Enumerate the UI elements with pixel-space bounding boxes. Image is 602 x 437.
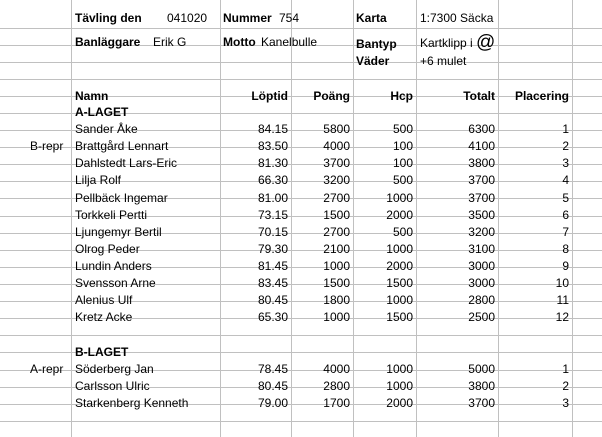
cell-placering[interactable]: 4	[562, 173, 569, 187]
cell-name[interactable]: Torkkeli Pertti	[75, 208, 148, 222]
cell-name[interactable]: Lilja Rolf	[75, 173, 122, 187]
cell-loptid[interactable]: 83.50	[257, 139, 288, 153]
cell-totalt[interactable]: 3500	[468, 208, 495, 222]
grid-line	[0, 421, 602, 422]
tavling-label: Tävling den	[75, 11, 142, 25]
column-header-namn: Namn	[75, 89, 109, 103]
cell-name[interactable]: Dahlstedt Lars-Eric	[75, 156, 178, 170]
cell-poang[interactable]: 3700	[323, 156, 350, 170]
grid-line	[0, 28, 602, 29]
cell-placering[interactable]: 1	[562, 362, 569, 376]
cell-placering[interactable]: 9	[562, 259, 569, 273]
at-symbol-icon: @	[476, 32, 496, 53]
cell-totalt[interactable]: 3200	[468, 225, 495, 239]
cell-totalt[interactable]: 3100	[468, 242, 495, 256]
cell-name[interactable]: Brattgård Lennart	[75, 139, 169, 153]
cell-totalt[interactable]: 2800	[468, 293, 495, 307]
cell-loptid[interactable]: 84.15	[257, 122, 288, 136]
cell-hcp[interactable]: 2000	[386, 208, 413, 222]
cell-hcp[interactable]: 1000	[386, 293, 413, 307]
cell-name[interactable]: Starkenberg Kenneth	[75, 396, 189, 410]
cell-placering[interactable]: 1	[562, 122, 569, 136]
cell-hcp[interactable]: 1000	[386, 191, 413, 205]
cell-poang[interactable]: 2100	[323, 242, 350, 256]
cell-name[interactable]: Svensson Arne	[75, 276, 156, 290]
column-header-loptid: Löptid	[251, 89, 288, 103]
cell-placering[interactable]: 3	[562, 156, 569, 170]
cell-placering[interactable]: 6	[562, 208, 569, 222]
bantyp-label: Bantyp	[356, 37, 397, 51]
motto-value[interactable]: Kanelbulle	[261, 35, 318, 49]
grid-line	[0, 79, 602, 80]
cell-loptid[interactable]: 80.45	[257, 379, 288, 393]
cell-name[interactable]: Sander Åke	[75, 122, 138, 136]
cell-poang[interactable]: 1700	[323, 396, 350, 410]
cell-hcp[interactable]: 500	[392, 173, 413, 187]
grid-line	[572, 0, 573, 437]
cell-totalt[interactable]: 3000	[468, 276, 495, 290]
vader-value[interactable]: +6 mulet	[420, 54, 467, 68]
cell-totalt[interactable]: 3800	[468, 379, 495, 393]
cell-name[interactable]: Carlsson Ulric	[75, 379, 150, 393]
cell-name[interactable]: Alenius Ulf	[75, 293, 133, 307]
cell-hcp[interactable]: 1500	[386, 276, 413, 290]
cell-loptid[interactable]: 81.30	[257, 156, 288, 170]
cell-totalt[interactable]: 5000	[468, 362, 495, 376]
tavling-value[interactable]: 041020	[167, 11, 208, 25]
cell-hcp[interactable]: 1000	[386, 379, 413, 393]
cell-placering[interactable]: 7	[562, 225, 569, 239]
karta-label: Karta	[356, 11, 387, 25]
bantyp-text: Kartklipp i	[420, 36, 473, 50]
cell-loptid[interactable]: 81.00	[257, 191, 288, 205]
nummer-value[interactable]: 754	[279, 11, 300, 25]
cell-hcp[interactable]: 1500	[386, 310, 413, 324]
cell-loptid[interactable]: 79.00	[257, 396, 288, 410]
cell-poang[interactable]: 1000	[323, 310, 350, 324]
cell-totalt[interactable]: 6300	[468, 122, 495, 136]
cell-placering[interactable]: 10	[555, 276, 569, 290]
cell-loptid[interactable]: 83.45	[257, 276, 288, 290]
cell-loptid[interactable]: 70.15	[257, 225, 288, 239]
column-header-poang: Poäng	[313, 89, 350, 103]
cell-poang[interactable]: 2700	[323, 191, 350, 205]
cell-totalt[interactable]: 2500	[468, 310, 495, 324]
cell-name[interactable]: Olrog Peder	[75, 242, 140, 256]
cell-loptid[interactable]: 78.45	[257, 362, 288, 376]
cell-poang[interactable]: 2700	[323, 225, 350, 239]
cell-placering[interactable]: 12	[555, 310, 569, 324]
cell-placering[interactable]: 2	[562, 139, 569, 153]
bantyp-value[interactable]	[420, 32, 496, 53]
cell-totalt[interactable]: 3700	[468, 396, 495, 410]
karta-value[interactable]: 1:7300 Säcka	[420, 11, 494, 25]
banlaggare-value[interactable]: Erik G	[153, 35, 187, 49]
cell-hcp[interactable]: 500	[392, 225, 413, 239]
column-header-hcp: Hcp	[390, 89, 413, 103]
nummer-label: Nummer	[223, 11, 272, 25]
cell-totalt[interactable]: 3700	[468, 173, 495, 187]
cell-poang[interactable]: 3200	[323, 173, 350, 187]
cell-placering[interactable]: 5	[562, 191, 569, 205]
cell-poang[interactable]: 4000	[323, 362, 350, 376]
cell-name[interactable]: Söderberg Jan	[75, 362, 154, 376]
vader-label: Väder	[356, 54, 390, 68]
cell-hcp[interactable]: 100	[392, 156, 413, 170]
cell-name[interactable]: Pellbäck Ingemar	[75, 191, 168, 205]
grid-line	[0, 335, 602, 336]
cell-hcp[interactable]: 1000	[386, 242, 413, 256]
motto-label: Motto	[223, 35, 256, 49]
cell-totalt[interactable]: 3000	[468, 259, 495, 273]
row-note[interactable]: B-repr	[30, 139, 64, 153]
cell-loptid[interactable]: 79.30	[257, 242, 288, 256]
cell-poang[interactable]: 5800	[323, 122, 350, 136]
cell-name[interactable]: Kretz Acke	[75, 310, 133, 324]
cell-name[interactable]: Ljungemyr Bertil	[75, 225, 162, 239]
group-title: B-LAGET	[75, 345, 129, 359]
banlaggare-label: Banläggare	[75, 35, 141, 49]
cell-hcp[interactable]: 100	[392, 139, 413, 153]
group-title: A-LAGET	[75, 105, 129, 119]
cell-poang[interactable]: 1000	[323, 259, 350, 273]
cell-hcp[interactable]: 2000	[386, 396, 413, 410]
cell-loptid[interactable]: 80.45	[257, 293, 288, 307]
column-header-totalt: Totalt	[463, 89, 495, 103]
column-header-placering: Placering	[514, 89, 569, 103]
cell-hcp[interactable]: 1000	[386, 362, 413, 376]
cell-poang[interactable]: 1500	[323, 208, 350, 222]
cell-loptid[interactable]: 81.45	[257, 259, 288, 273]
cell-hcp[interactable]: 2000	[386, 259, 413, 273]
cell-totalt[interactable]: 3800	[468, 156, 495, 170]
grid-line	[0, 62, 602, 63]
cell-poang[interactable]: 4000	[323, 139, 350, 153]
cell-placering[interactable]: 11	[556, 293, 569, 307]
cell-poang[interactable]: 1800	[323, 293, 350, 307]
cell-placering[interactable]: 3	[562, 396, 569, 410]
cell-placering[interactable]: 8	[562, 242, 569, 256]
cell-hcp[interactable]: 500	[392, 122, 413, 136]
cell-poang[interactable]: 1500	[323, 276, 350, 290]
cell-totalt[interactable]: 3700	[468, 191, 495, 205]
row-note[interactable]: A-repr	[30, 362, 64, 376]
cell-placering[interactable]: 2	[562, 379, 569, 393]
cell-loptid[interactable]: 65.30	[257, 310, 288, 324]
cell-loptid[interactable]: 73.15	[257, 208, 288, 222]
cell-loptid[interactable]: 66.30	[257, 173, 288, 187]
cell-poang[interactable]: 2800	[323, 379, 350, 393]
cell-totalt[interactable]: 4100	[468, 139, 495, 153]
cell-name[interactable]: Lundin Anders	[75, 259, 152, 273]
grid-line	[71, 0, 72, 437]
